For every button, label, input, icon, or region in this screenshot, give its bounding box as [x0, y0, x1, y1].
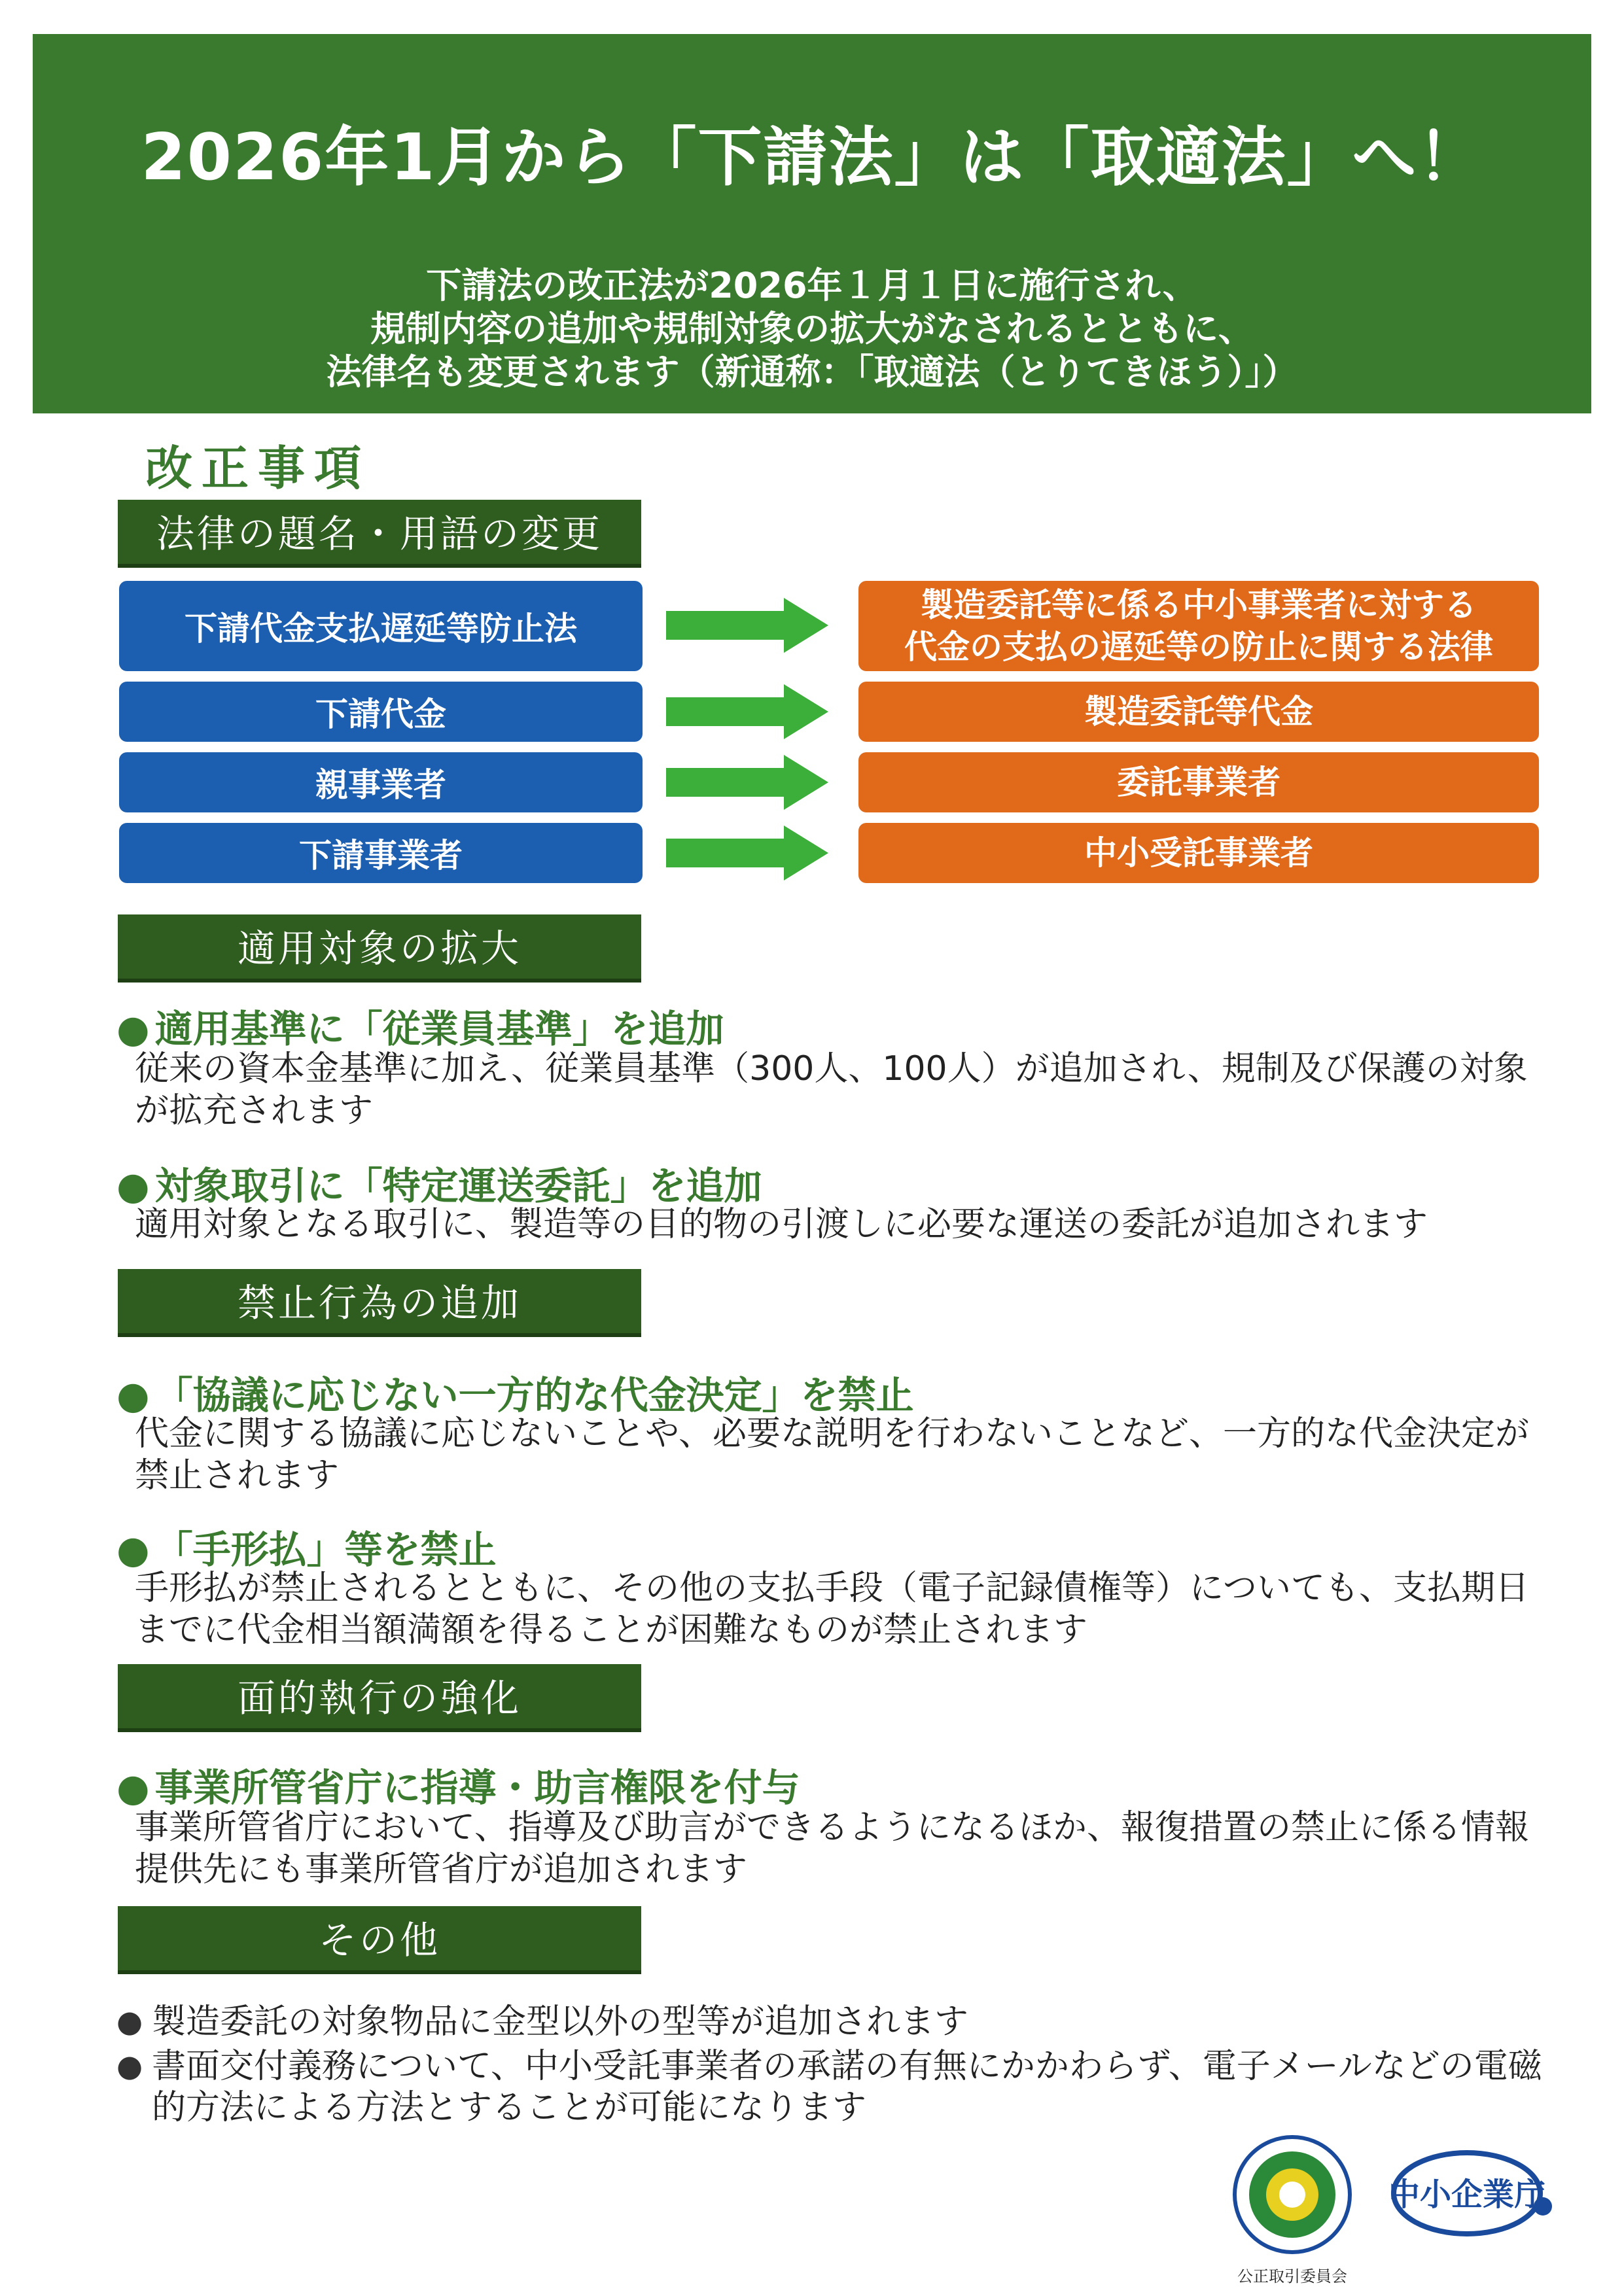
new-term-line: 製造委託等に係る中小事業者に対する — [921, 586, 1477, 624]
bullet-icon: ● — [116, 2048, 143, 2083]
subtitle-line: 下請法の改正法が2026年１月１日に施行され、 — [426, 265, 1198, 306]
sme-logo-text: 中小企業庁 — [1388, 2176, 1546, 2213]
header-subtitle — [33, 264, 1591, 394]
item-title: ● 対象取引に「特定運送委託」を追加 — [116, 1164, 762, 1208]
subtitle-line: 法律名も変更されます（新通称：「取適法（とりてきほう）」） — [326, 351, 1298, 392]
item-title: ● 適用基準に「従業員基準」を追加 — [116, 1007, 724, 1051]
sme-agency-logo — [1387, 2142, 1557, 2247]
arrow-right-icon — [666, 684, 828, 739]
label-terms: 法律の題名・用語の変更 — [118, 500, 641, 568]
arrow-right-icon — [666, 826, 828, 880]
bullet-icon: ● — [116, 1527, 150, 1572]
old-term-box: 下請代金 — [119, 682, 643, 742]
bullet-icon: ● — [116, 1373, 150, 1418]
bullet-icon: ● — [116, 2004, 143, 2039]
label-scope: 適用対象の拡大 — [118, 914, 641, 983]
new-term-box — [858, 581, 1539, 671]
label-enforcement: 面的執行の強化 — [118, 1664, 641, 1732]
list-item: ● 書面交付義務について、中小受託事業者の承諾の有無にかかわらず、電子メールなどの電磁的方法による方法とすることが可能になります — [116, 2047, 1542, 2128]
new-term-box: 製造委託等代金 — [858, 682, 1539, 742]
jftc-caption: 公正取引委員会 — [1237, 2267, 1347, 2286]
label-prohibited: 禁止行為の追加 — [118, 1269, 641, 1337]
jftc-logo — [1224, 2132, 1361, 2289]
item-title: ● 「手形払」等を禁止 — [116, 1527, 497, 1572]
new-term-box: 中小受託事業者 — [858, 823, 1539, 883]
old-term-box: 親事業者 — [119, 752, 643, 812]
item-title: ● 「協議に応じない一方的な代金決定」を禁止 — [116, 1373, 914, 1418]
item-body: 代金に関する協議に応じないことや、必要な説明を行わないことなど、一方的な代金決定が禁止されます — [135, 1414, 1529, 1496]
old-term-box: 下請事業者 — [119, 823, 643, 883]
subtitle-line: 規制内容の追加や規制対象の拡大がなされるとともに、 — [370, 307, 1254, 349]
new-term-box: 委託事業者 — [858, 752, 1539, 812]
new-term-line: 代金の支払の遅延等の防止に関する法律 — [904, 628, 1493, 666]
item-body: 適用対象となる取引に、製造等の目的物の引渡しに必要な運送の委託が追加されます — [135, 1205, 1428, 1244]
bullet-icon: ● — [116, 1007, 150, 1051]
header-banner — [33, 34, 1591, 413]
page-title: 2026年1月から「下請法」は「取適法」へ！ — [141, 120, 1483, 195]
bullet-icon: ● — [116, 1765, 150, 1810]
section-heading: 改正事項 — [145, 441, 371, 496]
item-body: 手形払が禁止されるとともに、その他の支払手段（電子記録債権等）についても、支払期日までに代金相当額満額を得ることが困難なものが禁止されます — [135, 1569, 1529, 1650]
old-term-box: 下請代金支払遅延等防止法 — [119, 581, 643, 671]
bullet-icon: ● — [116, 1164, 150, 1208]
label-other: その他 — [118, 1906, 641, 1974]
arrow-right-icon — [666, 755, 828, 810]
item-body: 事業所管省庁において、指導及び助言ができるようになるほか、報復措置の禁止に係る情報提供先にも事業所管省庁が追加されます — [135, 1808, 1529, 1890]
item-body: 従来の資本金基準に加え、従業員基準（300人、100人）が追加され、規制及び保護の対象が拡充されます — [135, 1049, 1528, 1131]
list-item: ● 製造委託の対象物品に金型以外の型等が追加されます — [116, 2002, 969, 2042]
arrow-right-icon — [666, 598, 828, 653]
item-title: ● 事業所管省庁に指導・助言権限を付与 — [116, 1765, 800, 1810]
